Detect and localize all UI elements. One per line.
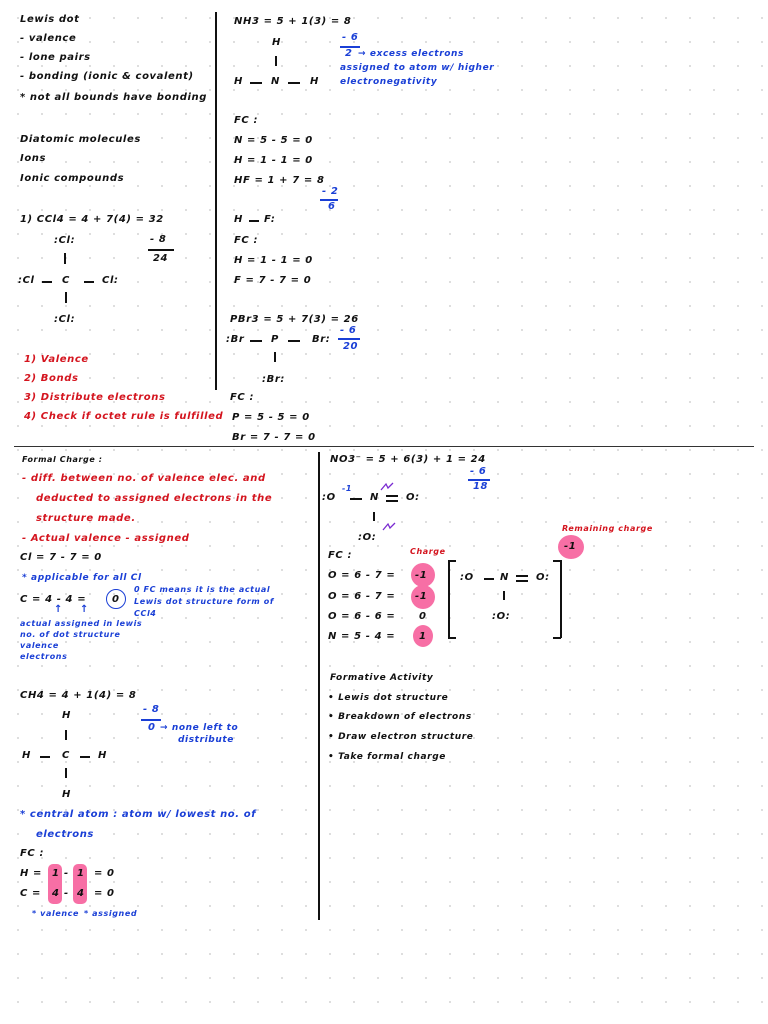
- nh3-bond-left: [250, 82, 262, 84]
- lewis-title: Lewis dot: [20, 14, 80, 25]
- pbr3-subtract-line: [338, 338, 360, 340]
- activity-item-1: • Lewis dot structure: [328, 693, 449, 703]
- ch4-equation: CH4 = 4 + 1(4) = 8: [20, 690, 137, 701]
- bracket-right-bottom: [553, 637, 561, 639]
- arrow-up-valence-icon: ↑: [54, 604, 63, 615]
- ccl4-cl-bottom: :Cl:: [54, 314, 76, 325]
- no3-fc-row-4: N = 5 - 4 =: [328, 631, 396, 642]
- nh3-fc-h: H = 1 - 1 = 0: [234, 155, 313, 166]
- bracket-left: [448, 560, 450, 638]
- nh3-bond-top: [275, 56, 277, 66]
- nh3-result: 2: [345, 48, 353, 59]
- ccl4-bond-right: [84, 281, 94, 283]
- pbr3-equation: PBr3 = 5 + 7(3) = 26: [230, 314, 359, 325]
- formal-arrow-note-4: electrons: [20, 652, 68, 661]
- legend-assigned: * assigned: [84, 909, 138, 918]
- formal-title: Formal Charge :: [22, 455, 103, 464]
- ccl4-cl-top: :Cl:: [54, 235, 76, 246]
- no3-fc-val-1: -1: [415, 570, 428, 581]
- divider-bottom: [318, 452, 320, 920]
- ch4-fc-c-valence: 4: [52, 888, 60, 899]
- ccl4-bond-left: [42, 281, 52, 283]
- no3-bond-bottom: [373, 512, 375, 521]
- bracket-left-bottom: [448, 637, 456, 639]
- ch4-fc-h-valence: 1: [52, 868, 60, 879]
- bracket-right: [560, 560, 562, 638]
- ccl4-bond-top: [64, 253, 66, 264]
- ch4-note-1: → none left to: [160, 723, 239, 733]
- ch4-subtract-line: [141, 719, 161, 721]
- bracket-o-left: :O: [460, 572, 474, 583]
- hf-fc-f: F = 7 - 7 = 0: [234, 275, 312, 286]
- no3-fc-val-3: 0: [419, 611, 427, 622]
- nh3-equation: NH3 = 5 + 1(3) = 8: [234, 16, 352, 27]
- bracket-right-top: [553, 560, 561, 562]
- nh3-fc-label: FC :: [234, 115, 259, 126]
- no3-equation: NO3⁻ = 5 + 6(3) + 1 = 24: [330, 454, 486, 465]
- pbr3-result: 20: [343, 341, 359, 352]
- no3-minus: - 6: [470, 466, 487, 477]
- no3-neg-left: -1: [342, 484, 353, 493]
- pbr3-fc-p: P = 5 - 5 = 0: [232, 412, 310, 423]
- ch4-bond-left: [40, 756, 50, 758]
- no3-fc-row-2: O = 6 - 7 =: [328, 591, 396, 602]
- nh3-h-left: H: [234, 76, 243, 87]
- pbr3-bond-left: [250, 340, 262, 342]
- hf-equation: HF = 1 + 7 = 8: [234, 175, 325, 186]
- pbr3-fc-br: Br = 7 - 7 = 0: [232, 432, 316, 443]
- ch4-fc-h-minus: -: [64, 868, 69, 879]
- ch4-fc-c-minus: -: [64, 888, 69, 899]
- hf-h: H: [234, 214, 243, 225]
- ch4-bond-right: [80, 756, 90, 758]
- pbr3-minus: - 6: [340, 325, 357, 336]
- no3-o-right: O:: [406, 492, 420, 503]
- nh3-bond-right: [288, 82, 300, 84]
- nh3-h-top: H: [272, 37, 281, 48]
- no3-fc-val-2: -1: [415, 591, 428, 602]
- formal-c-note-1: 0 FC means it is the actual: [134, 585, 271, 594]
- ch4-result: 0: [148, 722, 156, 733]
- hf-fc-label: FC :: [234, 235, 259, 246]
- scribble-icon: [380, 482, 394, 495]
- remaining-charge-value: -1: [564, 541, 577, 552]
- scribble-icon-2: [382, 522, 396, 535]
- nh3-note-assigned: assigned to atom w/ higher: [340, 63, 495, 73]
- bracket-left-top: [448, 560, 456, 562]
- pbr3-br-left: :Br: [226, 334, 245, 345]
- type-ionic-compounds: Ionic compounds: [20, 173, 125, 184]
- lewis-item-lone-pairs: - lone pairs: [20, 52, 91, 63]
- ch4-h-top: H: [62, 710, 71, 721]
- lewis-item-note: * not all bounds have bonding: [20, 92, 207, 103]
- formal-c-note-3: CCl4: [134, 609, 157, 618]
- no3-bond-left: [350, 498, 362, 500]
- remaining-charge-label: Remaining charge: [562, 524, 653, 533]
- charge-label: Charge: [410, 547, 446, 556]
- formal-cl-eq: Cl = 7 - 7 = 0: [20, 552, 102, 563]
- no3-o-bottom: :O:: [358, 532, 377, 543]
- legend-valence: * valence: [32, 909, 80, 918]
- formal-c-note-2: Lewis dot structure form of: [134, 597, 274, 606]
- no3-fc-val-4: 1: [419, 631, 427, 642]
- ccl4-cl-left: :Cl: [18, 275, 35, 286]
- ch4-fc-h-tail: = 0: [94, 868, 115, 879]
- bracket-o-bottom: :O:: [492, 611, 511, 622]
- hf-fc-h: H = 1 - 1 = 0: [234, 255, 313, 266]
- ccl4-minus: - 8: [150, 234, 167, 245]
- ch4-minus: - 8: [143, 704, 160, 715]
- step-valence: 1) Valence: [24, 354, 89, 365]
- formal-def-2: deducted to assigned electrons in the: [36, 493, 273, 504]
- ccl4-result: 24: [153, 253, 169, 264]
- pbr3-br-right: Br:: [312, 334, 331, 345]
- pbr3-bond-bottom: [274, 352, 276, 362]
- no3-n: N: [370, 492, 379, 503]
- ch4-fc-c-tail: = 0: [94, 888, 115, 899]
- ch4-h-bottom: H: [62, 789, 71, 800]
- central-atom-note-2: electrons: [36, 829, 94, 840]
- ccl4-c: C: [62, 275, 70, 286]
- central-atom-note-1: * central atom : atom w/ lowest no. of: [20, 809, 257, 820]
- ccl4-cl-right: Cl:: [102, 275, 119, 286]
- bracket-bond-left: [484, 578, 494, 580]
- step-bonds: 2) Bonds: [24, 373, 79, 384]
- pbr3-fc-label: FC :: [230, 392, 255, 403]
- formal-def-4: - Actual valence - assigned: [22, 533, 190, 544]
- step-check-octet: 4) Check if octet rule is fulfilled: [24, 411, 224, 422]
- ch4-bond-top: [65, 730, 67, 740]
- formal-def-3: structure made.: [36, 513, 136, 524]
- activity-item-3: • Draw electron structure: [328, 732, 474, 742]
- ccl4-subtract-line: [148, 249, 174, 251]
- bracket-bond-bottom: [503, 591, 505, 600]
- ccl4-bond-bottom: [65, 292, 67, 303]
- hf-result: 6: [328, 201, 336, 212]
- hf-minus: - 2: [322, 186, 339, 197]
- ch4-bond-bottom: [65, 768, 67, 778]
- nh3-note-excess: → excess electrons: [358, 49, 464, 59]
- formal-c-zero: 0: [112, 594, 120, 605]
- type-ions: Ions: [20, 153, 47, 164]
- no3-double-bond-top: [386, 495, 398, 497]
- ch4-fc-c-assigned: 4: [77, 888, 85, 899]
- formal-arrow-note-2: no. of dot structure: [20, 630, 121, 639]
- type-diatomic: Diatomic molecules: [20, 134, 141, 145]
- no3-fc-label: FC :: [328, 550, 353, 561]
- nh3-fc-n: N = 5 - 5 = 0: [234, 135, 313, 146]
- ch4-fc-h-assigned: 1: [77, 868, 85, 879]
- activity-item-2: • Breakdown of electrons: [328, 712, 472, 722]
- ch4-c: C: [62, 750, 70, 761]
- divider-middle: [14, 446, 754, 447]
- bracket-o-right: O:: [536, 572, 550, 583]
- no3-o-left: :O: [322, 492, 336, 503]
- ch4-fc-h-pre: H =: [20, 868, 43, 879]
- nh3-h-right: H: [310, 76, 319, 87]
- ch4-note-2: distribute: [178, 735, 234, 745]
- lewis-item-valence: - valence: [20, 33, 77, 44]
- nh3-n: N: [271, 76, 280, 87]
- ch4-fc-c-pre: C =: [20, 888, 41, 899]
- ch4-h-right: H: [98, 750, 107, 761]
- no3-double-bond-bottom: [386, 500, 398, 502]
- divider-top: [215, 12, 217, 390]
- nh3-minus: - 6: [342, 32, 359, 43]
- hf-f: F:: [264, 214, 276, 225]
- ccl4-equation: 1) CCl4 = 4 + 7(4) = 32: [20, 214, 164, 225]
- activity-title: Formative Activity: [330, 673, 434, 683]
- pbr3-bond-right: [288, 340, 300, 342]
- pbr3-p: P: [271, 334, 279, 345]
- no3-fc-row-1: O = 6 - 7 =: [328, 570, 396, 581]
- no3-fc-row-3: O = 6 - 6 =: [328, 611, 396, 622]
- bracket-n: N: [500, 572, 509, 583]
- activity-item-4: • Take formal charge: [328, 752, 446, 762]
- formal-c-eq: C = 4 - 4 =: [20, 594, 87, 605]
- lewis-item-bonding: - bonding (ionic & covalent): [20, 71, 194, 82]
- arrow-up-assigned-icon: ↑: [80, 604, 89, 615]
- no3-result: 18: [473, 481, 489, 492]
- formal-arrow-note-1: actual assigned in lewis: [20, 619, 143, 628]
- formal-arrow-note-3: valence: [20, 641, 59, 650]
- formal-def-1: - diff. between no. of valence elec. and: [22, 473, 266, 484]
- step-distribute: 3) Distribute electrons: [24, 392, 166, 403]
- nh3-note-electronegativity: electronegativity: [340, 77, 438, 87]
- bracket-double-bond-bottom: [516, 580, 528, 582]
- ch4-fc-label: FC :: [20, 848, 45, 859]
- ch4-h-left: H: [22, 750, 31, 761]
- bracket-double-bond-top: [516, 575, 528, 577]
- hf-bond: [249, 220, 259, 222]
- pbr3-br-bottom: :Br:: [262, 374, 285, 385]
- formal-note-cl: * applicable for all Cl: [22, 573, 142, 583]
